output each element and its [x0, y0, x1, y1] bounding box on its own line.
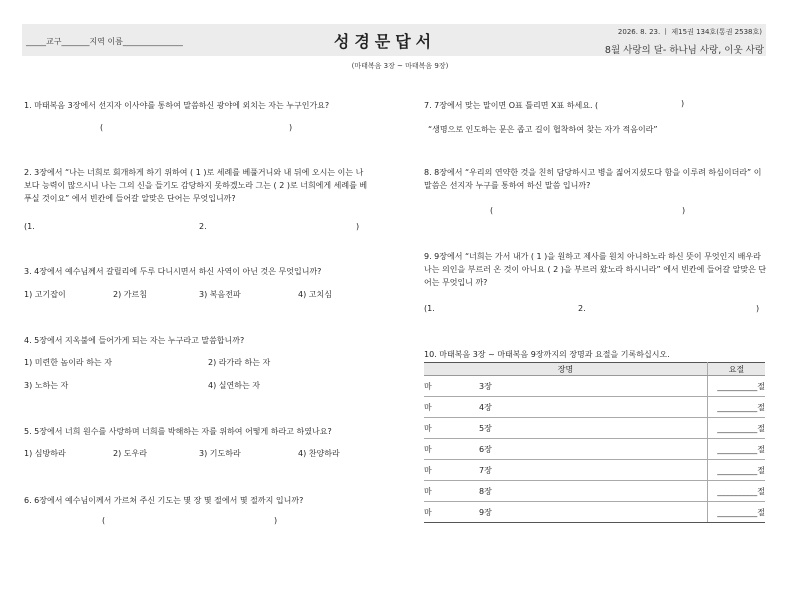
table-header-row [424, 363, 765, 376]
row-book: 마 [424, 418, 479, 439]
row-book: 마 [424, 439, 479, 460]
row-verse-blank[interactable]: __________절 [708, 439, 766, 460]
table-row [424, 502, 765, 523]
question-6: 6. 6장에서 예수님이께서 가르쳐 주신 기도는 몇 장 몇 절에서 몇 절까지 입니까? [24, 496, 304, 505]
page-title: 성경문답서 [333, 32, 437, 51]
q4-option-1[interactable]: 1) 미련한 놈이라 하는 자 [24, 358, 112, 367]
question-1: 1. 마태복음 3장에서 선지자 이사야를 통하여 말씀하신 광야에 외치는 자는 누구인가요? [24, 101, 330, 110]
row-verse-blank[interactable]: __________절 [708, 460, 766, 481]
q6-answer-close: ) [274, 516, 278, 525]
row-chapter: 6장 [479, 439, 708, 460]
row-verse-blank[interactable]: __________절 [708, 502, 766, 523]
row-book: 마 [424, 397, 479, 418]
question-7: 7. 7장에서 맞는 말이면 O표 틀리면 X표 하세요. ( [424, 101, 599, 110]
table-row [424, 397, 765, 418]
q2-blank-2[interactable]: 2. [199, 222, 207, 231]
q9-blank-2[interactable]: 2. [578, 304, 586, 313]
name-field-line[interactable]: _____교구_______지역 이름_______________ [26, 37, 183, 46]
q5-option-3[interactable]: 3) 기도하라 [199, 449, 241, 458]
q5-option-2[interactable]: 2) 도우라 [113, 449, 147, 458]
table-row [424, 439, 765, 460]
row-book: 마 [424, 481, 479, 502]
question-3: 3. 4장에서 예수님께서 갈릴리에 두루 다니시면서 하신 사역이 아닌 것은 무엇입니까? [24, 267, 322, 276]
question-8: 8. 8장에서 “우리의 연약한 것을 친히 담당하시고 병을 짊어지셨도다 함을 이루려 하심이더라” 이 말씀은 선지자 누구를 통하여 하신 말씀 입니까? [424, 168, 762, 190]
row-chapter: 3장 [479, 376, 708, 397]
q7-answer-close: ) [681, 99, 685, 108]
row-chapter: 8장 [479, 481, 708, 502]
row-book: 마 [424, 502, 479, 523]
row-verse-blank[interactable]: __________절 [708, 481, 766, 502]
row-verse-blank[interactable]: __________절 [708, 418, 766, 439]
q7-quote: “생명으로 인도하는 문은 좁고 길이 협착하여 찾는 자가 적음이라” [428, 125, 658, 134]
row-book: 마 [424, 460, 479, 481]
q3-option-3[interactable]: 3) 복음전파 [199, 290, 241, 299]
question-2: 2. 3장에서 “나는 너희로 회개하게 하기 위하여 ( 1 )로 세례를 베풀거니와 내 뒤에 오시는 이는 나보다 능력이 많으시니 나는 그의 신을 들기도 감당하지 못하겠노라 그는 ( 2 )로 너희에게 세례를 베푸실 것이요” 에서 빈칸에 들어갈 알맞은 단어는 무엇입니까? [24, 168, 368, 203]
table-row [424, 460, 765, 481]
q8-answer-open[interactable]: ( [490, 206, 494, 215]
q8-answer-close: ) [682, 206, 686, 215]
q2-blank-1[interactable]: (1. [24, 222, 35, 231]
question-5: 5. 5장에서 너희 원수를 사랑하며 너희를 박해하는 자를 위하여 어떻게 하라고 하였나요? [24, 427, 332, 436]
row-chapter: 5장 [479, 418, 708, 439]
q4-option-2[interactable]: 2) 라가라 하는 자 [208, 358, 271, 367]
table-row [424, 376, 765, 397]
monthly-theme: 8월 사랑의 달- 하나님 사랑, 이웃 사랑 [604, 45, 764, 56]
q4-option-4[interactable]: 4) 실연하는 자 [208, 381, 260, 390]
q6-answer-open[interactable]: ( [102, 516, 106, 525]
row-chapter: 4장 [479, 397, 708, 418]
q1-answer-close: ) [289, 123, 293, 132]
q5-option-4[interactable]: 4) 찬양하라 [298, 449, 340, 458]
table-row [424, 481, 765, 502]
scripture-range: (마태복음 3장 ~ 마태복음 9장) [351, 62, 449, 70]
row-book: 마 [424, 376, 479, 397]
q9-answer-close: ) [756, 304, 760, 313]
verse-column-header: 요절 [708, 363, 766, 376]
q4-option-3[interactable]: 3) 노하는 자 [24, 381, 69, 390]
issue-info: 2026. 8. 23. ㅣ 제15권 134호(통권 2538호) [617, 28, 762, 36]
chapter-column-header: 장명 [424, 363, 708, 376]
chapter-verse-table [424, 362, 765, 523]
question-4: 4. 5장에서 지옥불에 들어가게 되는 자는 누구라고 말씀합니까? [24, 336, 245, 345]
table-row [424, 418, 765, 439]
row-chapter: 9장 [479, 502, 708, 523]
q2-answer-close: ) [356, 222, 360, 231]
q3-option-1[interactable]: 1) 고기잡이 [24, 290, 66, 299]
q5-option-1[interactable]: 1) 심방하라 [24, 449, 66, 458]
row-verse-blank[interactable]: __________절 [708, 376, 766, 397]
q9-blank-1[interactable]: (1. [424, 304, 435, 313]
q3-option-2[interactable]: 2) 가르침 [113, 290, 147, 299]
q1-answer-open[interactable]: ( [100, 123, 104, 132]
row-chapter: 7장 [479, 460, 708, 481]
q3-option-4[interactable]: 4) 고치심 [298, 290, 332, 299]
row-verse-blank[interactable]: __________절 [708, 397, 766, 418]
question-9: 9. 9장에서 “너희는 가서 내가 ( 1 )을 원하고 제사를 원치 아니하노라 하신 뜻이 무엇인지 배우라 나는 의인을 부르러 온 것이 아니요 ( 2 )을 부르러 왔노라 하시니라” 에서 빈칸에 들어갈 알맞은 단어는 무엇입니 까? [424, 252, 767, 287]
question-10: 10. 마태복음 3장 ~ 마태복음 9장까지의 장명과 요절을 기록하십시오. [424, 350, 670, 359]
